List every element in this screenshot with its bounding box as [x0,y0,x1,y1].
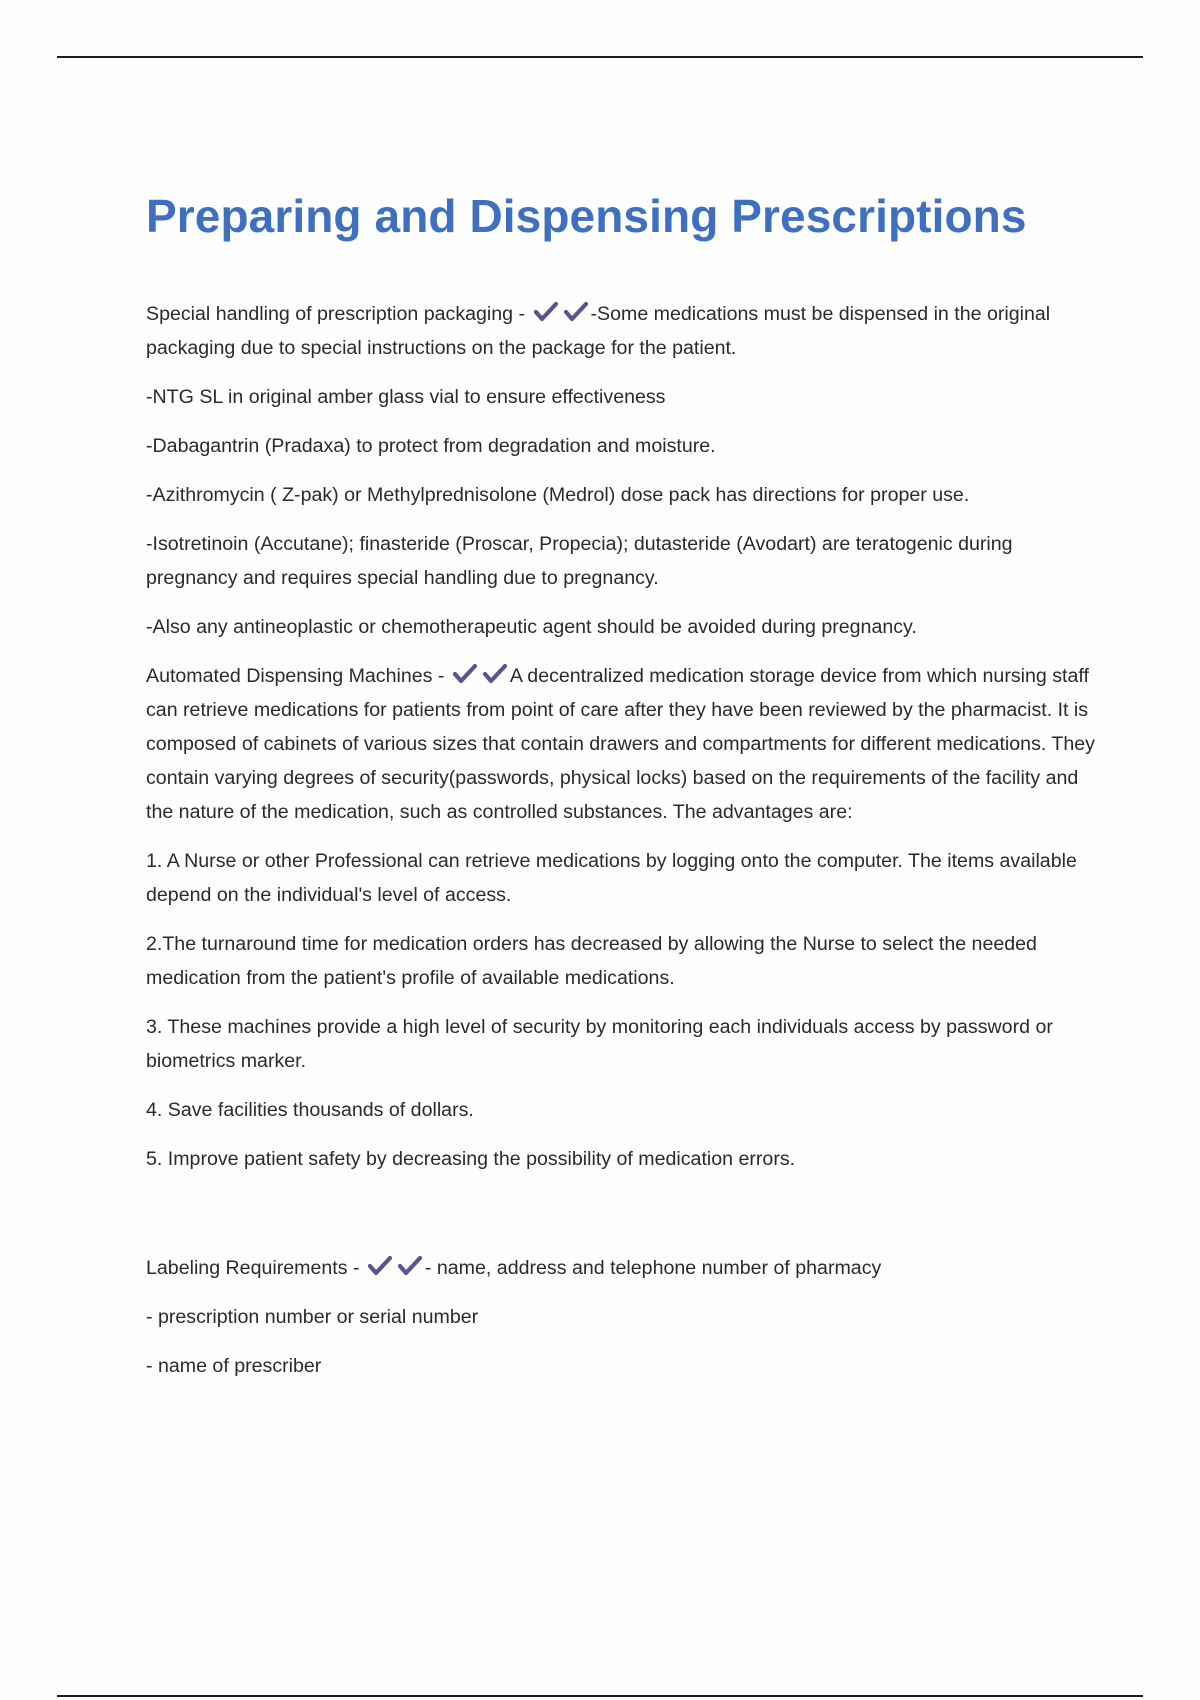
check-mark-icon [533,301,559,323]
section-spacer [146,1191,1096,1251]
list-item: 3. These machines provide a high level of security by monitoring each individuals access by password or biometrics marker. [146,1015,1053,1072]
labeling-definition: - name, address and telephone number of pharmacy [424,1256,882,1279]
list-item: - name of prescriber [146,1354,322,1377]
list-item: 1. A Nurse or other Professional can retrieve medications by logging onto the computer. The items available depend on the individual's level of access. [146,849,1077,906]
check-mark-icon [367,1255,393,1277]
labeling-entry [146,1251,1096,1285]
packaging-entry [146,297,1096,365]
bottom-rule [57,1695,1143,1697]
list-item: - prescription number or serial number [146,1305,479,1328]
document-body [146,190,1096,1398]
machines-entry [146,659,1096,829]
machines-definition: A decentralized medication storage device from which nursing staff can retrieve medications for patients from point of care after they have been reviewed by the pharmacist. It is composed of cabinets of various sizes that contain drawers and compartments for different medications. They contain varying degrees of security(passwords, physical locks) based on the requirements of the facility and the nature of the medication, such as controlled substances. The advantages are: [146,664,1095,823]
list-item: 5. Improve patient safety by decreasing the possibility of medication errors. [146,1147,796,1170]
list-item: 4. Save facilities thousands of dollars. [146,1098,474,1121]
list-item: -Azithromycin ( Z-pak) or Methylprednisolone (Medrol) dose pack has directions for proper use. [146,483,970,506]
check-mark-icon [482,663,508,685]
list-item: -Dabagantrin (Pradaxa) to protect from degradation and moisture. [146,434,716,457]
list-item: 2.The turnaround time for medication orders has decreased by allowing the Nurse to select the needed medication from the patient's profile of available medications. [146,932,1037,989]
list-item: -Isotretinoin (Accutane); finasteride (Proscar, Propecia); dutasteride (Avodart) are teratogenic during pregnancy and requires special handling due to pregnancy. [146,532,1013,589]
top-rule [57,56,1143,58]
check-mark-icon [397,1255,423,1277]
machines-term: Automated Dispensing Machines - [146,664,450,687]
check-mark-icon [563,301,589,323]
packaging-term: Special handling of prescription packaging - [146,302,531,325]
check-mark-icon [452,663,478,685]
list-item: -Also any antineoplastic or chemotherapeutic agent should be avoided during pregnancy. [146,615,917,638]
list-item: -NTG SL in original amber glass vial to ensure effectiveness [146,385,666,408]
packaging-definition: -Some medications must be dispensed in the original packaging due to special instructions on the package for the patient. [146,302,1051,359]
page-title: Preparing and Dispensing Prescriptions [146,190,1027,242]
labeling-term: Labeling Requirements - [146,1256,365,1279]
